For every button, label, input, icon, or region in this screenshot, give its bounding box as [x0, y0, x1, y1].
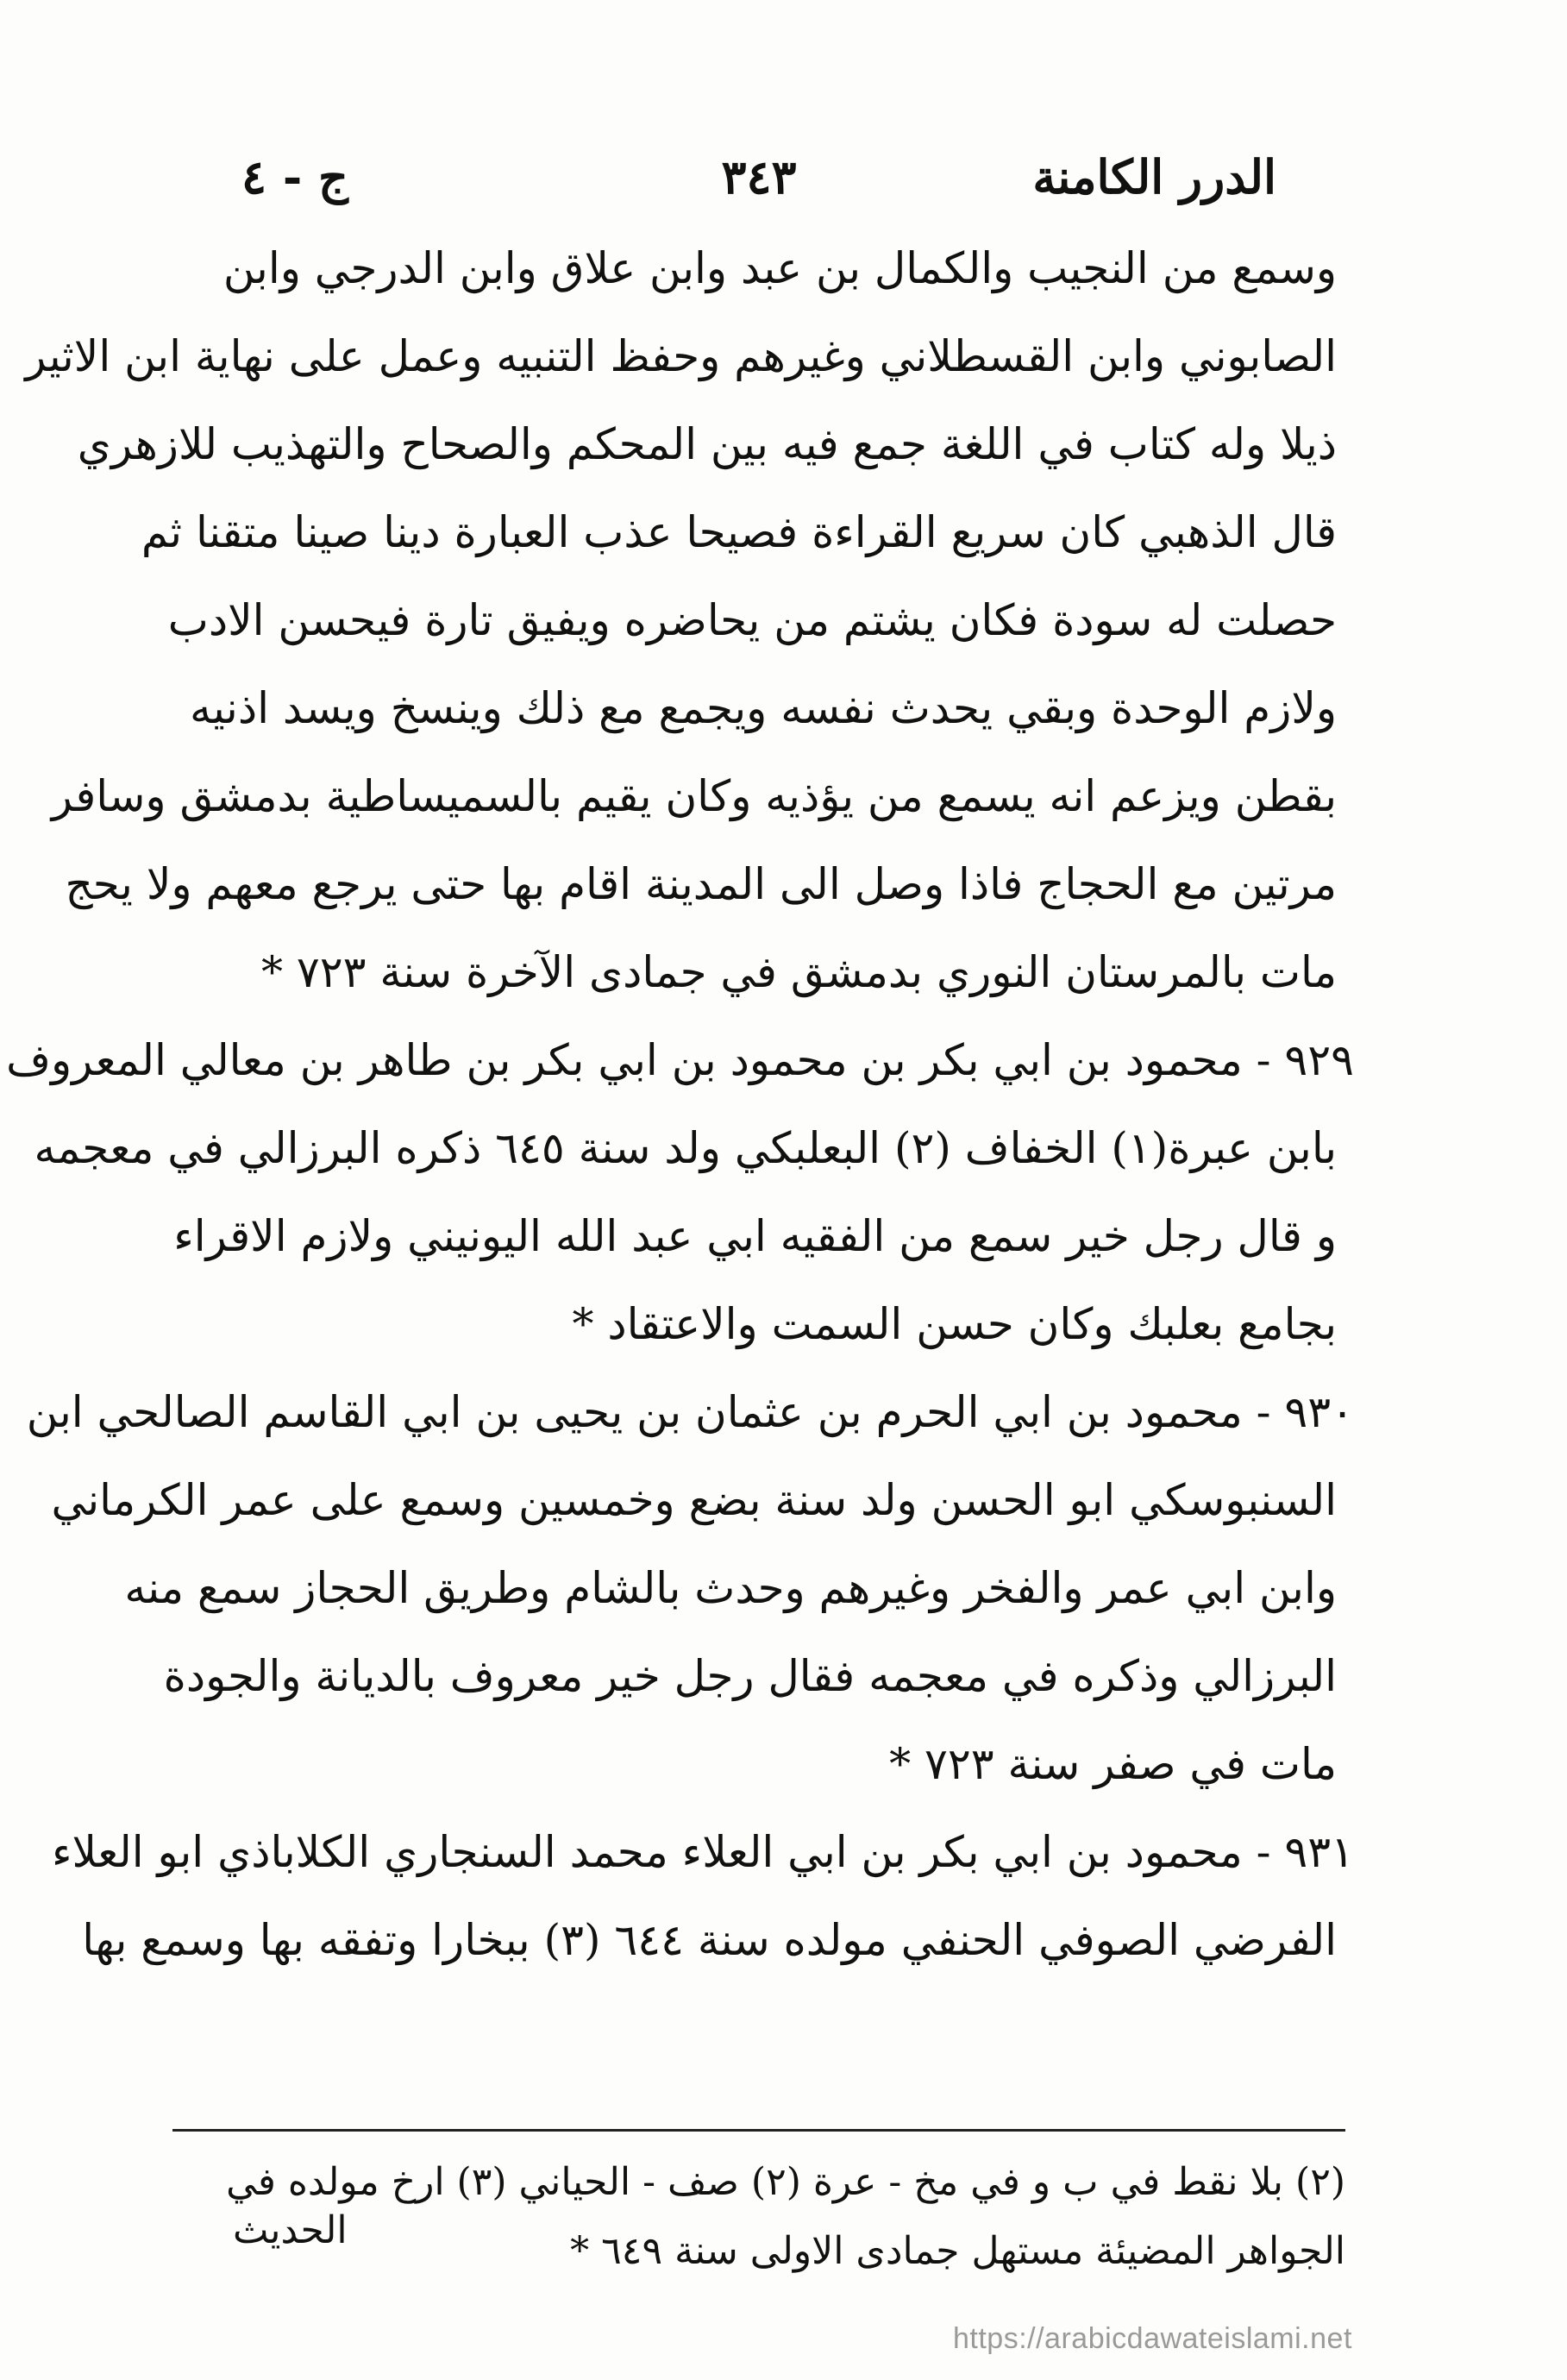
page-number: ٣٤٣ — [721, 149, 797, 204]
footnote-divider — [172, 2129, 1345, 2132]
text-line: البرزالي وذكره في معجمه فقال رجل خير معروف بالديانة والجودة — [163, 1651, 1337, 1701]
entry-929 — [6, 1016, 1354, 1368]
footnotes — [172, 2148, 1345, 2286]
text-line: مات في صفر سنة ٧٢٣ * — [889, 1739, 1337, 1789]
text-line: وسمع من النجيب والكمال بن عبد وابن علاق وابن الدرجي وابن — [223, 243, 1337, 293]
text-line: مرتين مع الحجاج فاذا وصل الى المدينة اقام بها حتى يرجع معهم ولا يحج — [65, 859, 1337, 909]
entry-930 — [26, 1368, 1354, 1808]
text-line: الصابوني وابن القسطلاني وغيرهم وحفظ التنبيه وعمل على نهاية ابن الاثير — [25, 331, 1337, 381]
text-line: مات بالمرستان النوري بدمشق في جمادى الآخرة سنة ٧٢٣ * — [260, 947, 1337, 997]
text-line: بجامع بعلبك وكان حسن السمت والاعتقاد * — [572, 1299, 1337, 1349]
footnote-line: (٢) بلا نقط في ب و في مخ - عرة (٢) صف - الحياني (٣) ارخ مولده في — [226, 2160, 1345, 2204]
text-line: ذيلا وله كتاب في اللغة جمع فيه بين المحكم والصحاح والتهذيب للازهري — [77, 419, 1337, 469]
entry-heading-line: ٩٢٩ - محمود بن ابي بكر بن محمود بن ابي بكر بن طاهر بن معالي المعروف — [6, 1035, 1354, 1085]
entry-931 — [52, 1808, 1354, 1984]
text-line: قال الذهبي كان سريع القراءة فصيحا عذب العبارة دينا صينا متقنا ثم — [141, 507, 1337, 557]
text-line: السنبوسكي ابو الحسن ولد سنة بضع وخمسين وسمع على عمر الكرماني — [51, 1475, 1337, 1525]
text-line: بابن عبرة(١) الخفاف (٢) البعلبكي ولد سنة ٦٤٥ ذكره البرزالي في معجمه — [34, 1123, 1337, 1173]
footnote-line: الجواهر المضيئة مستهل جمادى الاولى سنة ٦٤٩ * — [570, 2229, 1345, 2273]
book-title: الدرر الكامنة — [1032, 149, 1276, 204]
watermark-url: https://arabicdawateislami.net — [953, 2322, 1352, 2355]
text-line: وابن ابي عمر والفخر وغيرهم وحدث بالشام وطريق الحجاز سمع منه — [124, 1563, 1337, 1613]
entry-heading-line: ٩٣١ - محمود بن ابي بكر بن ابي العلاء محمد السنجاري الكلاباذي ابو العلاء — [52, 1827, 1354, 1877]
page-header — [241, 138, 1276, 216]
footnote-continuation: الحديث — [233, 2208, 348, 2252]
text-line: الفرضي الصوفي الحنفي مولده سنة ٦٤٤ (٣) ببخارا وتفقه بها وسمع بها — [82, 1915, 1337, 1965]
entry-heading-line: ٩٣٠ - محمود بن ابي الحرم بن عثمان بن يحيى بن ابي القاسم الصالحي ابن — [26, 1387, 1354, 1437]
main-text — [6, 224, 1354, 1984]
text-line: ولازم الوحدة وبقي يحدث نفسه ويجمع مع ذلك وينسخ ويسد اذنيه — [190, 683, 1337, 733]
text-line: حصلت له سودة فكان يشتم من يحاضره ويفيق تارة فيحسن الادب — [167, 595, 1337, 645]
volume-label: ج - ٤ — [241, 149, 348, 204]
text-line: و قال رجل خير سمع من الفقيه ابي عبد الله اليونيني ولازم الاقراء — [173, 1211, 1337, 1261]
text-line: بقطن ويزعم انه يسمع من يؤذيه وكان يقيم بالسميساطية بدمشق وسافر — [51, 771, 1337, 821]
